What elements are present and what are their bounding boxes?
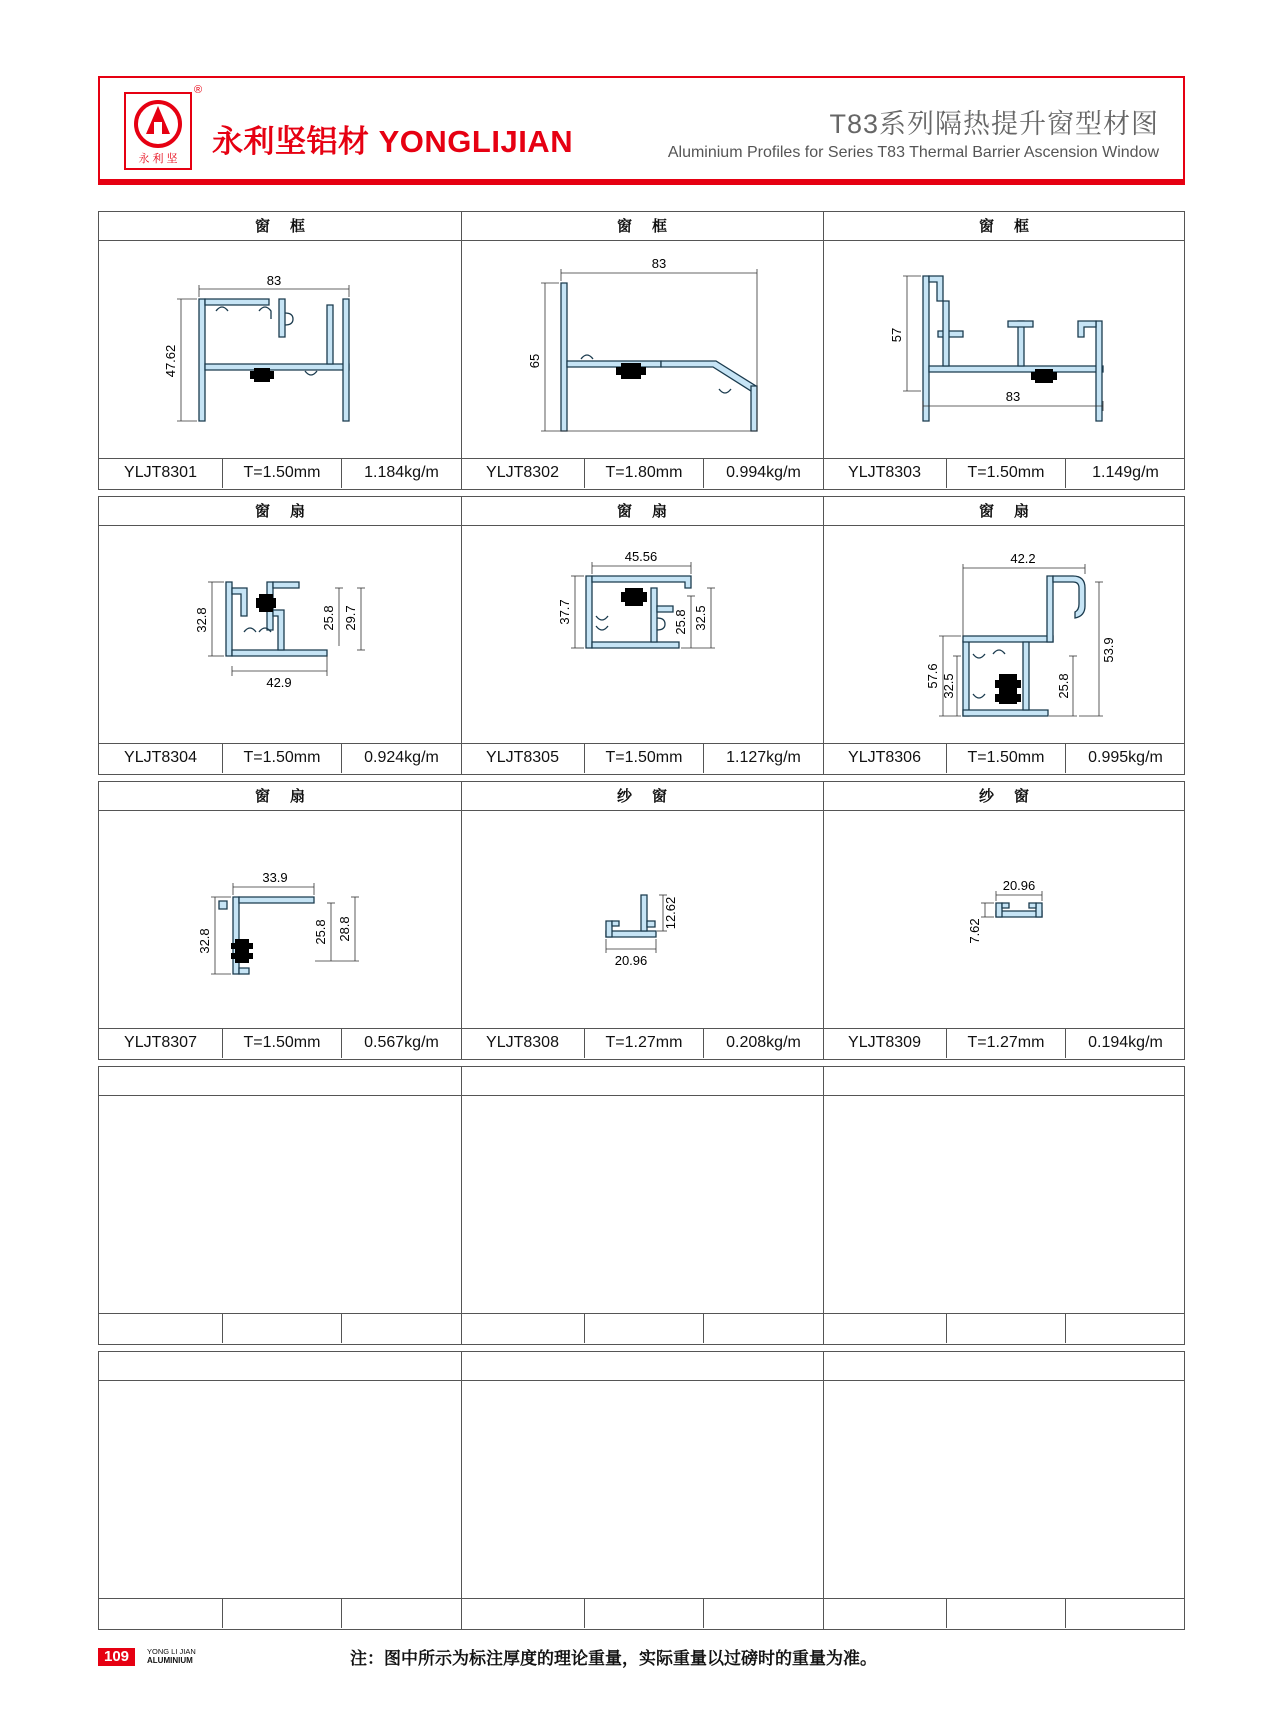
footer-brand [147, 1647, 196, 1665]
profile-weight: 1.184kg/m [364, 464, 439, 481]
profile-code: YLJT8308 [461, 1029, 585, 1058]
dim-label: 29.7 [343, 605, 358, 631]
page-number: 109 [98, 1648, 135, 1666]
empty-header [461, 1067, 823, 1096]
profile-title: 窗框 [823, 212, 1185, 241]
dim-label: 83 [1005, 389, 1021, 404]
profile-thickness: T=1.50mm [223, 459, 342, 488]
dim-label: 53.9 [1101, 637, 1116, 663]
profile-spec-row [99, 743, 461, 773]
profile-drawing-8302 [461, 241, 823, 460]
profile-thickness: T=1.80mm [585, 459, 704, 488]
profile-spec-row [823, 743, 1185, 773]
profile-weight: 0.995kg/m [1088, 749, 1163, 766]
profile-drawing-8304 [99, 526, 461, 745]
empty-spec-row [461, 1598, 823, 1628]
profile-card-ylj8307 [99, 782, 461, 1058]
dim-label: 32.8 [194, 607, 209, 633]
dim-label: 25.8 [1056, 673, 1071, 699]
profile-spec-row [461, 743, 823, 773]
brand-name: 永利坚铝材 YONGLIJIAN [212, 124, 574, 159]
profile-card-ylj8304 [99, 497, 461, 773]
dim-label: 32.8 [197, 928, 212, 954]
page-header [98, 76, 1185, 181]
profile-weight: 0.567kg/m [364, 1034, 439, 1051]
empty-header [99, 1067, 461, 1096]
profile-card-ylj8309 [823, 782, 1185, 1058]
profile-thickness: T=1.50mm [223, 1029, 342, 1058]
profile-card-ylj8303 [823, 212, 1185, 488]
profile-weight: 1.127kg/m [726, 749, 801, 766]
footer-note: 注：图中所示为标注厚度的理论重量，实际重量以过磅时的重量为准。 [350, 1649, 877, 1668]
dim-label: 20.96 [614, 953, 648, 968]
empty-spec-row [823, 1313, 1185, 1343]
profile-thickness: T=1.27mm [585, 1029, 704, 1058]
profile-spec-row [99, 458, 461, 488]
empty-card [461, 1067, 823, 1343]
logo-chars: 永 利 坚 [138, 153, 178, 165]
empty-header [99, 1352, 461, 1381]
profile-weight: 0.924kg/m [364, 749, 439, 766]
dim-label: 32.5 [693, 605, 708, 631]
company-logo [124, 92, 192, 170]
profile-title: 窗扇 [99, 497, 461, 526]
empty-card [823, 1067, 1185, 1343]
profile-thickness: T=1.50mm [947, 744, 1066, 773]
profile-code: YLJT8305 [461, 744, 585, 773]
profile-weight: 0.208kg/m [726, 1034, 801, 1051]
profile-title: 窗框 [99, 212, 461, 241]
dim-label: 37.7 [557, 599, 572, 625]
profile-card-ylj8306 [823, 497, 1185, 773]
registered-mark: ® [194, 84, 203, 96]
page-title-en: Aluminium Profiles for Series T83 Thermal Barrier Ascension Window [667, 144, 1159, 161]
dim-label: 25.8 [313, 919, 328, 945]
profile-spec-row [99, 1028, 461, 1058]
profile-row-2 [98, 496, 1185, 775]
empty-card [99, 1067, 461, 1343]
profile-drawing-8303 [823, 241, 1185, 460]
profile-spec-row [461, 458, 823, 488]
empty-card [99, 1352, 461, 1628]
profile-weight: 1.149g/m [1092, 464, 1159, 481]
dim-label: 7.62 [967, 918, 982, 944]
profile-code: YLJT8307 [99, 1029, 223, 1058]
profile-spec-row [823, 1028, 1185, 1058]
profile-code: YLJT8301 [99, 459, 223, 488]
profile-code: YLJT8306 [823, 744, 947, 773]
footer-brand-line1: YONG LI JIAN [147, 1647, 196, 1656]
profile-title: 窗框 [461, 212, 823, 241]
profile-row-5-empty [98, 1351, 1185, 1630]
profile-drawing-8309 [823, 811, 1185, 1030]
profile-drawing-8306 [823, 526, 1185, 745]
profile-code: YLJT8309 [823, 1029, 947, 1058]
dim-label: 33.9 [262, 870, 288, 885]
profile-card-ylj8302 [461, 212, 823, 488]
profile-drawing-8301 [99, 241, 461, 460]
profile-spec-row [461, 1028, 823, 1058]
profile-thickness: T=1.50mm [585, 744, 704, 773]
empty-header [823, 1352, 1185, 1381]
profile-drawing-8308 [461, 811, 823, 1030]
profile-thickness: T=1.27mm [947, 1029, 1066, 1058]
dim-label: 12.62 [663, 896, 678, 930]
dim-label: 57 [889, 327, 904, 343]
empty-card [823, 1352, 1185, 1628]
dim-label: 20.96 [1002, 878, 1036, 893]
dim-label: 45.56 [624, 549, 658, 564]
profile-thickness: T=1.50mm [223, 744, 342, 773]
dim-label: 47.62 [163, 344, 178, 378]
empty-spec-row [823, 1598, 1185, 1628]
dim-label: 42.9 [266, 675, 292, 690]
profile-weight: 0.194kg/m [1088, 1034, 1163, 1051]
empty-card [461, 1352, 823, 1628]
profile-weight: 0.994kg/m [726, 464, 801, 481]
profile-drawing-8307 [99, 811, 461, 1030]
page-title-cn: T83系列隔热提升窗型材图 [829, 109, 1159, 139]
profile-card-ylj8305 [461, 497, 823, 773]
dim-label: 32.5 [941, 673, 956, 699]
dim-label: 42.2 [1010, 551, 1036, 566]
profile-code: YLJT8302 [461, 459, 585, 488]
empty-spec-row [99, 1598, 461, 1628]
dim-label: 57.6 [925, 663, 940, 689]
footer-brand-line2: ALUMINIUM [147, 1656, 193, 1665]
profile-thickness: T=1.50mm [947, 459, 1066, 488]
profile-title: 纱窗 [461, 782, 823, 811]
header-underline [98, 179, 1185, 185]
profile-title: 窗扇 [461, 497, 823, 526]
profile-row-3 [98, 781, 1185, 1060]
profile-card-ylj8301 [99, 212, 461, 488]
dim-label: 65 [527, 353, 542, 369]
profile-title: 纱窗 [823, 782, 1185, 811]
profile-code: YLJT8303 [823, 459, 947, 488]
dim-label: 83 [266, 273, 282, 288]
dim-label: 25.8 [673, 609, 688, 635]
profile-drawing-8305 [461, 526, 823, 745]
profile-card-ylj8308 [461, 782, 823, 1058]
empty-spec-row [99, 1313, 461, 1343]
profile-title: 窗扇 [823, 497, 1185, 526]
dim-label: 28.8 [337, 916, 352, 942]
profile-spec-row [823, 458, 1185, 488]
profile-title: 窗扇 [99, 782, 461, 811]
empty-spec-row [461, 1313, 823, 1343]
empty-header [461, 1352, 823, 1381]
dim-label: 25.8 [321, 605, 336, 631]
dim-label: 83 [651, 256, 667, 271]
profile-row-4-empty [98, 1066, 1185, 1345]
profile-code: YLJT8304 [99, 744, 223, 773]
profile-row-1 [98, 211, 1185, 490]
empty-header [823, 1067, 1185, 1096]
